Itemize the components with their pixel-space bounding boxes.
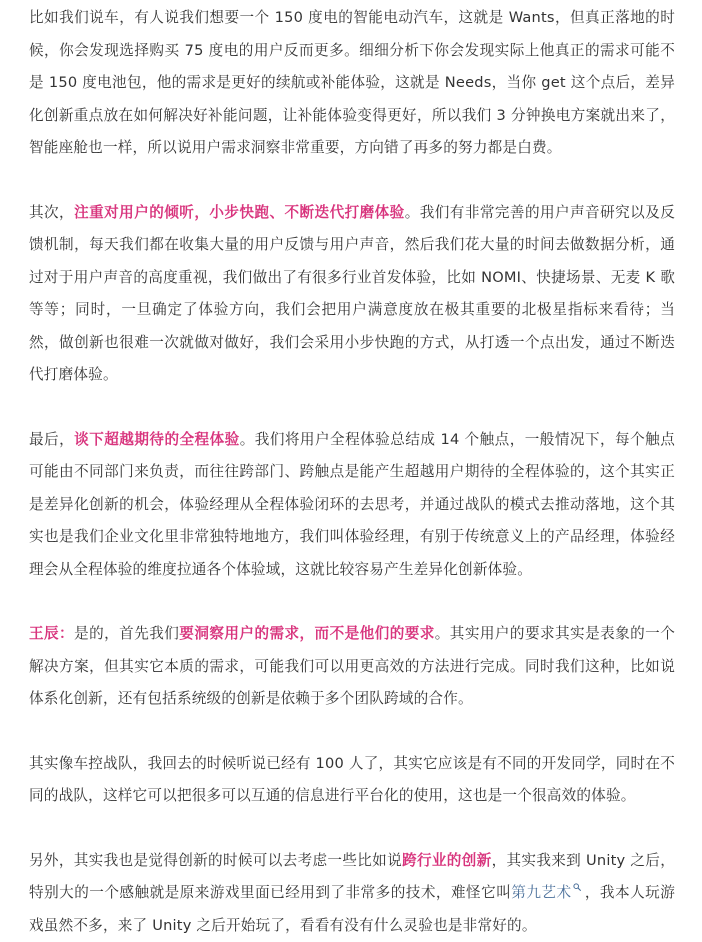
- paragraph-spacer: [29, 716, 675, 748]
- paragraph-car-control-team: [29, 748, 675, 813]
- paragraph-text: 。我们有非常完善的用户声音研究以及反馈机制，每天我们都在收集大量的用户反馈与用户声音，然后我们花大量的时间去做数据分析，通过对于用户声音的高度重视，我们做出了有很多行业首发体验，比如 NOMI、快捷场景、无麦 K 歌等等；同时，一旦确定了体验方向，我们会把用户满意度放在极其重要的北极星指标来看待；当然，做创新也很难一次就做对做好，我们会采用小步快跑的方式，从打透一个点出发，通过不断迭代打磨体验。: [29, 204, 675, 384]
- paragraph-text: ，其实我来到 Unity 之后，特别大的一个感触就是原来游戏里面已经用到了非常多的技术，难怪它叫: [29, 852, 675, 902]
- highlighted-phrase: 要洞察用户的需求，而不是他们的要求: [179, 625, 434, 642]
- speaker-name: 王辰：: [29, 625, 74, 642]
- paragraph-text: 最后，: [29, 431, 74, 448]
- paragraph-full-journey: [29, 424, 675, 587]
- ninth-art-link[interactable]: 第九艺术: [511, 884, 571, 901]
- paragraph-spacer: [29, 165, 675, 197]
- paragraph-spacer: [29, 586, 675, 618]
- paragraph-wants-needs: [29, 2, 675, 165]
- article-body: [29, 0, 675, 942]
- paragraph-text: 比如我们说车，有人说我们想要一个 150 度电的智能电动汽车，这就是 Wants，但真正落地的时候，你会发现选择购买 75 度电的用户反而更多。细细分析下你会发现实际上他真正的需求可能不是 150 度电池包，他的需求是更好的续航或补能体验，这就是 Needs，当你 get 这个点后，差异化创新重点放在如何解决好补能问题，让补能体验变得更好，所以我们 3 分钟换电方案就出来了，智能座舱也一样，所以说用户需求洞察非常重要，方向错了再多的努力都是白费。: [29, 9, 675, 156]
- paragraph-spacer: [29, 813, 675, 845]
- search-icon[interactable]: [573, 883, 581, 891]
- paragraph-user-listening: [29, 197, 675, 392]
- paragraph-text: 。其实用户的要求其实是表象的一个解决方案，但其实它本质的需求，可能我们可以用更高效的方法进行完成。同时我们这种，比如说体系化创新，还有包括系统级的创新是依赖于多个团队跨域的合作。: [29, 625, 675, 707]
- paragraph-text: 是的，首先我们: [74, 625, 179, 642]
- paragraph-text: 。我们将用户全程体验总结成 14 个触点，一般情况下，每个触点可能由不同部门来负责，而往往跨部门、跨触点是能产生超越用户期待的全程体验的，这个其实正是差异化创新的机会，体验经理从全程体验闭环的去思考，并通过战队的模式去推动落地，这个其实也是我们企业文化里非常独特地地方，我们叫体验经理，有别于传统意义上的产品经理，体验经理会从全程体验的维度拉通各个体验域，这就比较容易产生差异化创新体验。: [29, 431, 675, 578]
- highlighted-phrase: 注重对用户的倾听，小步快跑、不断迭代打磨体验: [74, 204, 405, 221]
- paragraph-cross-industry: [29, 845, 675, 942]
- highlighted-phrase: 谈下超越期待的全程体验: [74, 431, 240, 448]
- paragraph-text: 另外，其实我也是觉得创新的时候可以去考虑一些比如说: [29, 852, 402, 869]
- paragraph-text: 其实像车控战队，我回去的时候听说已经有 100 人了，其实它应该是有不同的开发同学，同时在不同的战队，这样它可以把很多可以互通的信息进行平台化的使用，这也是一个很高效的体验。: [29, 755, 675, 805]
- paragraph-spacer: [29, 392, 675, 424]
- paragraph-wang-chen: [29, 618, 675, 716]
- highlighted-phrase: 跨行业的创新: [402, 852, 492, 869]
- paragraph-text: 其次，: [29, 204, 74, 221]
- paragraph-text: ，我本人玩游戏虽然不多，来了 Unity 之后开始玩了，看看有没有什么灵验也是非常好的。: [29, 884, 675, 934]
